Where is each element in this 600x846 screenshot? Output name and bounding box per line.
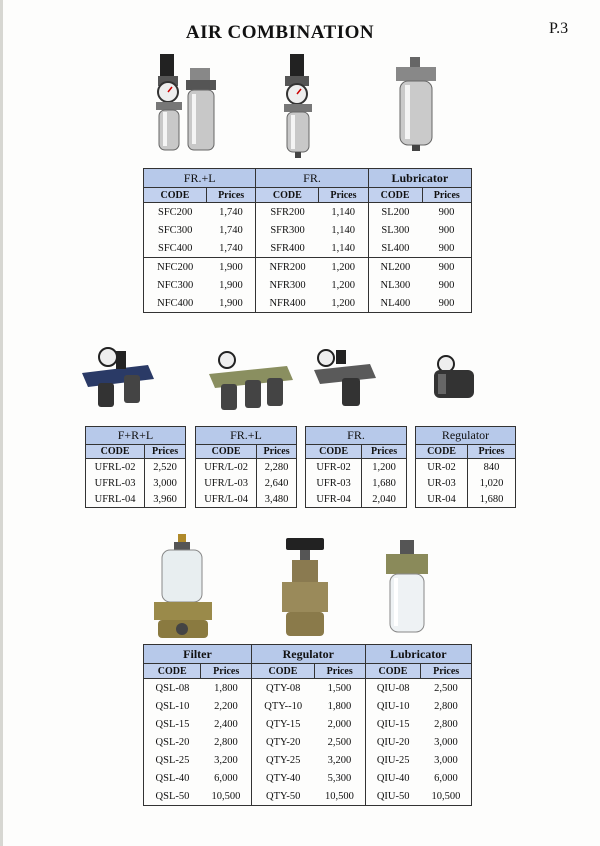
code-cell: UFRL-03 bbox=[86, 475, 145, 491]
code-cell: QSL-08 bbox=[144, 679, 201, 698]
group-header: FR. bbox=[256, 169, 368, 188]
price-cell: 2,400 bbox=[201, 715, 252, 733]
code-cell: NFC400 bbox=[144, 294, 207, 313]
table-row bbox=[144, 697, 472, 715]
code-cell: QSL-15 bbox=[144, 715, 201, 733]
table-row bbox=[306, 459, 407, 476]
price-cell: 2,520 bbox=[145, 459, 186, 476]
column-header-code: CODE bbox=[306, 445, 362, 459]
price-cell: 2,200 bbox=[201, 697, 252, 715]
group-header: F+R+L bbox=[86, 427, 186, 445]
price-cell: 2,800 bbox=[421, 715, 472, 733]
price-cell: 1,200 bbox=[319, 276, 368, 294]
column-header-code: CODE bbox=[256, 188, 319, 203]
code-cell: QIU-15 bbox=[365, 715, 421, 733]
price-table-ur bbox=[415, 426, 516, 508]
column-header-prices: Prices bbox=[201, 664, 252, 679]
code-cell: NL400 bbox=[368, 294, 422, 313]
code-cell: UR-04 bbox=[416, 491, 468, 508]
code-cell: UFR-02 bbox=[306, 459, 362, 476]
code-cell: QTY--10 bbox=[252, 697, 315, 715]
code-cell: QTY-20 bbox=[252, 733, 315, 751]
table-row bbox=[144, 715, 472, 733]
column-header-prices: Prices bbox=[206, 188, 255, 203]
code-cell: NFC200 bbox=[144, 258, 207, 277]
group-header: FR.+L bbox=[144, 169, 256, 188]
code-cell: QIU-40 bbox=[365, 769, 421, 787]
price-cell: 10,500 bbox=[421, 787, 472, 806]
price-cell: 900 bbox=[422, 258, 471, 277]
column-header-prices: Prices bbox=[468, 445, 516, 459]
code-cell: UR-02 bbox=[416, 459, 468, 476]
table-row bbox=[144, 276, 472, 294]
code-cell: QIU-25 bbox=[365, 751, 421, 769]
code-cell: SL200 bbox=[368, 203, 422, 222]
table-row bbox=[86, 491, 186, 508]
code-cell: NFR400 bbox=[256, 294, 319, 313]
price-cell: 5,300 bbox=[314, 769, 365, 787]
price-cell: 900 bbox=[422, 239, 471, 258]
price-cell: 10,500 bbox=[201, 787, 252, 806]
code-cell: SFR400 bbox=[256, 239, 319, 258]
price-cell: 6,000 bbox=[421, 769, 472, 787]
price-cell: 3,000 bbox=[145, 475, 186, 491]
ufrl-combo-icon bbox=[205, 350, 297, 412]
code-cell: SFR300 bbox=[256, 221, 319, 239]
column-header-code: CODE bbox=[368, 188, 422, 203]
table-row bbox=[144, 787, 472, 806]
code-cell: SL300 bbox=[368, 221, 422, 239]
column-header-prices: Prices bbox=[362, 445, 407, 459]
group-header: Filter bbox=[144, 645, 252, 664]
code-cell: QIU-08 bbox=[365, 679, 421, 698]
column-header-code: CODE bbox=[144, 188, 207, 203]
price-cell: 6,000 bbox=[201, 769, 252, 787]
table-row bbox=[144, 679, 472, 698]
table-row bbox=[416, 459, 516, 476]
ufrl-unit-icon bbox=[78, 345, 158, 410]
price-cell: 1,680 bbox=[468, 491, 516, 508]
price-cell: 1,740 bbox=[206, 221, 255, 239]
filter-regulator-icon bbox=[279, 52, 319, 160]
price-cell: 3,200 bbox=[314, 751, 365, 769]
code-cell: UFR/L-04 bbox=[196, 491, 257, 508]
table-row bbox=[144, 751, 472, 769]
code-cell: UFRL-02 bbox=[86, 459, 145, 476]
column-header-prices: Prices bbox=[319, 188, 368, 203]
table-row bbox=[306, 475, 407, 491]
column-header-prices: Prices bbox=[145, 445, 186, 459]
code-cell: UFR/L-02 bbox=[196, 459, 257, 476]
group-header: FR.+L bbox=[196, 427, 297, 445]
code-cell: QSL-25 bbox=[144, 751, 201, 769]
code-cell: SL400 bbox=[368, 239, 422, 258]
qiu-lubricator-icon bbox=[384, 540, 430, 636]
price-table-ufr bbox=[305, 426, 407, 508]
ur-regulator-icon bbox=[430, 354, 480, 404]
code-cell: QTY-40 bbox=[252, 769, 315, 787]
table-row bbox=[416, 491, 516, 508]
group-header: FR. bbox=[306, 427, 407, 445]
price-cell: 1,900 bbox=[206, 258, 255, 277]
price-cell: 2,500 bbox=[421, 679, 472, 698]
price-cell: 1,200 bbox=[362, 459, 407, 476]
code-cell: QTY-08 bbox=[252, 679, 315, 698]
code-cell: QIU-10 bbox=[365, 697, 421, 715]
code-cell: QSL-20 bbox=[144, 733, 201, 751]
page-number: P.3 bbox=[549, 20, 569, 37]
price-cell: 3,000 bbox=[421, 733, 472, 751]
table-row bbox=[86, 459, 186, 476]
price-cell: 1,740 bbox=[206, 239, 255, 258]
filter-regulator-lubricator-icon bbox=[150, 52, 222, 157]
price-cell: 2,040 bbox=[362, 491, 407, 508]
lubricator-icon bbox=[392, 55, 442, 153]
price-cell: 3,960 bbox=[145, 491, 186, 508]
price-cell: 10,500 bbox=[314, 787, 365, 806]
qty-regulator-icon bbox=[280, 538, 330, 640]
code-cell: NFR200 bbox=[256, 258, 319, 277]
code-cell: UFR-03 bbox=[306, 475, 362, 491]
table-row bbox=[196, 491, 297, 508]
code-cell: QTY-50 bbox=[252, 787, 315, 806]
price-cell: 1,020 bbox=[468, 475, 516, 491]
code-cell: QSL-50 bbox=[144, 787, 201, 806]
column-header-prices: Prices bbox=[421, 664, 472, 679]
price-cell: 1,680 bbox=[362, 475, 407, 491]
price-cell: 1,800 bbox=[201, 679, 252, 698]
code-cell: UR-03 bbox=[416, 475, 468, 491]
price-cell: 2,000 bbox=[314, 715, 365, 733]
price-table-q-series bbox=[143, 644, 472, 806]
code-cell: SFC400 bbox=[144, 239, 207, 258]
column-header-code: CODE bbox=[365, 664, 421, 679]
column-header-code: CODE bbox=[252, 664, 315, 679]
qsl-filter-icon bbox=[152, 532, 214, 640]
price-cell: 900 bbox=[422, 221, 471, 239]
price-cell: 1,140 bbox=[319, 239, 368, 258]
code-cell: UFRL-04 bbox=[86, 491, 145, 508]
price-cell: 2,800 bbox=[201, 733, 252, 751]
price-cell: 1,200 bbox=[319, 294, 368, 313]
page-edge bbox=[0, 0, 3, 846]
price-cell: 3,200 bbox=[201, 751, 252, 769]
column-header-code: CODE bbox=[86, 445, 145, 459]
group-header: Regulator bbox=[416, 427, 516, 445]
table-row bbox=[196, 475, 297, 491]
code-cell: SFR200 bbox=[256, 203, 319, 222]
code-cell: NFR300 bbox=[256, 276, 319, 294]
table-row bbox=[144, 203, 472, 222]
code-cell: UFR-04 bbox=[306, 491, 362, 508]
price-cell: 1,500 bbox=[314, 679, 365, 698]
table-row bbox=[144, 733, 472, 751]
table-row bbox=[306, 491, 407, 508]
table-row bbox=[196, 459, 297, 476]
table-row bbox=[144, 239, 472, 258]
table-row bbox=[144, 294, 472, 313]
price-cell: 900 bbox=[422, 203, 471, 222]
code-cell: QSL-10 bbox=[144, 697, 201, 715]
price-cell: 1,200 bbox=[319, 258, 368, 277]
price-cell: 1,140 bbox=[319, 203, 368, 222]
page-title: AIR COMBINATION bbox=[185, 22, 375, 43]
price-table-ufrl bbox=[85, 426, 186, 508]
code-cell: NL200 bbox=[368, 258, 422, 277]
price-cell: 2,280 bbox=[257, 459, 297, 476]
code-cell: QSL-40 bbox=[144, 769, 201, 787]
price-cell: 2,500 bbox=[314, 733, 365, 751]
code-cell: QIU-50 bbox=[365, 787, 421, 806]
table-row bbox=[416, 475, 516, 491]
group-header: Regulator bbox=[252, 645, 366, 664]
column-header-code: CODE bbox=[144, 664, 201, 679]
table-row bbox=[86, 475, 186, 491]
column-header-prices: Prices bbox=[314, 664, 365, 679]
code-cell: SFC300 bbox=[144, 221, 207, 239]
price-cell: 900 bbox=[422, 276, 471, 294]
table-row bbox=[144, 258, 472, 277]
code-cell: NL300 bbox=[368, 276, 422, 294]
price-table-fr-series bbox=[143, 168, 472, 313]
group-header: Lubricator bbox=[365, 645, 471, 664]
group-header: Lubricator bbox=[368, 169, 471, 188]
price-cell: 3,480 bbox=[257, 491, 297, 508]
price-cell: 1,900 bbox=[206, 276, 255, 294]
code-cell: SFC200 bbox=[144, 203, 207, 222]
column-header-prices: Prices bbox=[257, 445, 297, 459]
code-cell: NFC300 bbox=[144, 276, 207, 294]
code-cell: QTY-15 bbox=[252, 715, 315, 733]
table-row bbox=[144, 769, 472, 787]
price-cell: 900 bbox=[422, 294, 471, 313]
price-cell: 1,800 bbox=[314, 697, 365, 715]
ufr-unit-icon bbox=[312, 348, 382, 410]
price-cell: 840 bbox=[468, 459, 516, 476]
price-cell: 1,140 bbox=[319, 221, 368, 239]
code-cell: QTY-25 bbox=[252, 751, 315, 769]
price-cell: 3,000 bbox=[421, 751, 472, 769]
price-cell: 2,800 bbox=[421, 697, 472, 715]
column-header-code: CODE bbox=[416, 445, 468, 459]
column-header-code: CODE bbox=[196, 445, 257, 459]
code-cell: QIU-20 bbox=[365, 733, 421, 751]
price-cell: 1,900 bbox=[206, 294, 255, 313]
column-header-prices: Prices bbox=[422, 188, 471, 203]
price-table-ufr-l bbox=[195, 426, 297, 508]
table-row bbox=[144, 221, 472, 239]
price-cell: 1,740 bbox=[206, 203, 255, 222]
code-cell: UFR/L-03 bbox=[196, 475, 257, 491]
price-cell: 2,640 bbox=[257, 475, 297, 491]
